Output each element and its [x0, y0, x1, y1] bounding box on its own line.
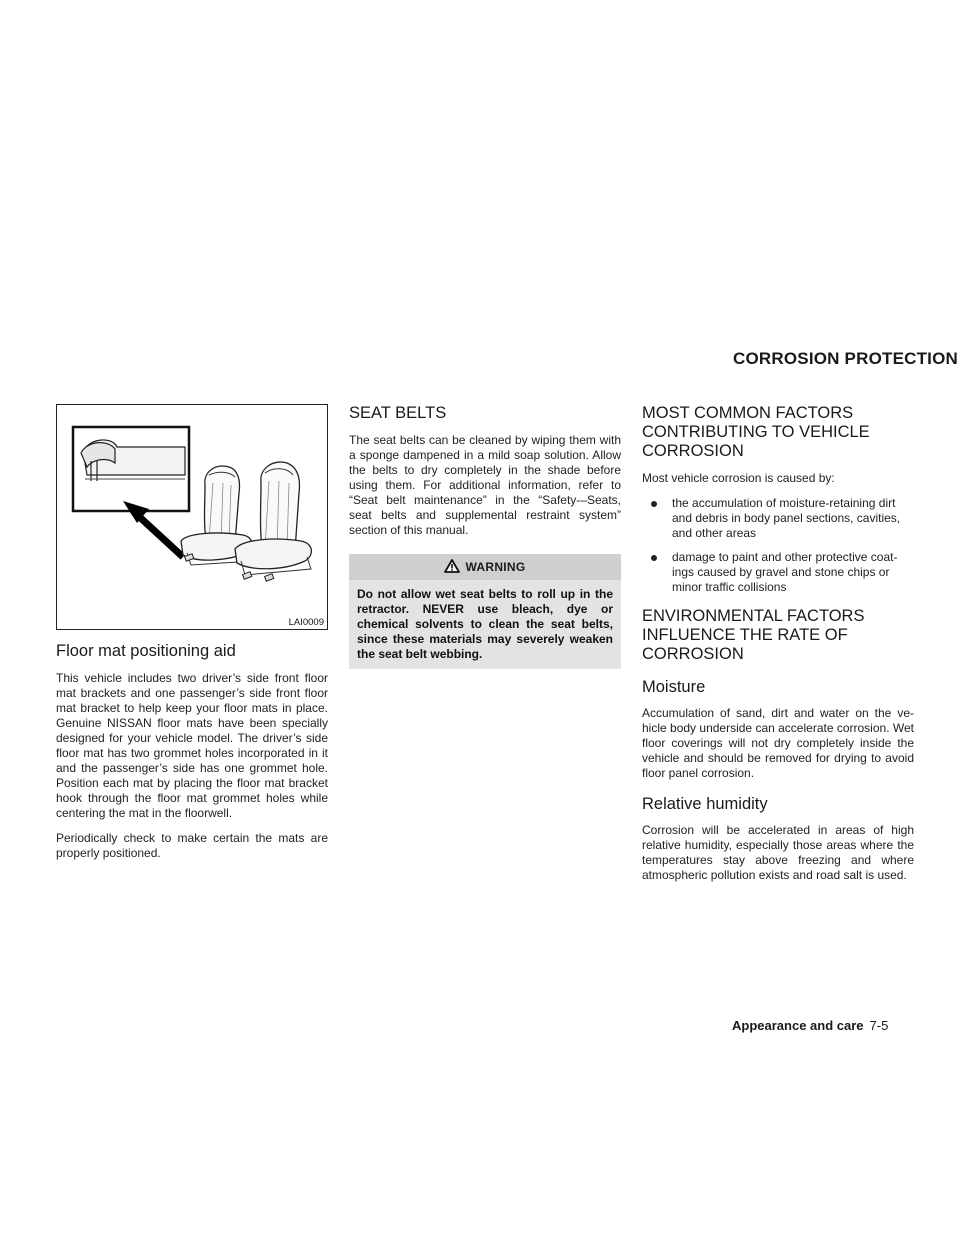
paragraph-relative-humidity: Corrosion will be accelerated in areas of high relative humidity, especially those areas where the temperatures stay above freezing and where atmospheric pollution exists and road salt is used. [642, 823, 914, 882]
list-item: damage to paint and other protective coat-ings caused by gravel and stone chips or minor traffic collisions [642, 550, 914, 595]
paragraph-seat-belts: The seat belts can be cleaned by wiping them with a sponge dampened in a mild soap solution. Allow the belts to dry completely in the shade before using them. For additional information, refer to “Seat belt maintenance” in the “Safety-–Seats, seat belts and supplemental restraint system” section of this manual. [349, 433, 621, 537]
footer-chapter: Appearance and care [732, 1018, 864, 1033]
column-floor-mat [56, 404, 328, 871]
corrosion-causes-list [642, 496, 914, 595]
floor-mat-illustration [56, 404, 328, 630]
paragraph-floor-mat-2: Periodically check to make certain the mats are properly positioned. [56, 831, 328, 860]
paragraph-moisture: Accumulation of sand, dirt and water on the ve-hicle body underside can accelerate corrosion. Wet floor coverings will not dry completely inside the vehicle and should be removed for drying to avoid floor panel corrosion. [642, 706, 914, 780]
figure-id-label: LAI0009 [288, 617, 324, 628]
warning-box [349, 554, 621, 669]
paragraph-floor-mat-1: This vehicle includes two driver’s side front floor mat brackets and one passenger’s side front floor mat bracket to help keep your floor mats in place. Genuine NISSAN floor mats have been specially designed for your vehicle model. The driver’s side floor mat has two grommet holes incorporated in it and the passenger’s side has one grommet hole. Position each mat by placing the floor mat bracket hook through the floor mat grommet holes while centering the mat in the floorwell. [56, 671, 328, 820]
bullet-icon [651, 555, 657, 561]
heading-seat-belts: SEAT BELTS [349, 404, 447, 422]
page-footer [732, 1018, 888, 1033]
warning-header [349, 554, 621, 580]
warning-title: WARNING [465, 560, 526, 574]
warning-triangle-icon [444, 559, 460, 576]
column-seat-belts [349, 404, 621, 669]
seats-illustration [57, 405, 327, 629]
heading-floor-mat: Floor mat positioning aid [56, 642, 236, 660]
list-item: the accumulation of moisture-retaining dirt and debris in body panel sections, cavities, and other areas [642, 496, 914, 541]
paragraph-corrosion-intro: Most vehicle corrosion is caused by: [642, 471, 835, 485]
bullet-icon [651, 501, 657, 507]
page-number: 7-5 [869, 1018, 889, 1033]
subheading-relative-humidity: Relative humidity [642, 795, 768, 813]
heading-environmental-factors: ENVIRONMENTAL FACTORS INFLUENCE THE RATE OF CORROSION [642, 607, 865, 663]
subheading-moisture: Moisture [642, 678, 706, 696]
heading-common-factors: MOST COMMON FACTORS CONTRIBUTING TO VEHICLE CORROSION [642, 404, 870, 460]
warning-text: Do not allow wet seat belts to roll up in the retractor. NEVER use bleach, dye or chemical solvents to clean the seat belts, since these materials may severely weaken the seat belt webbing. [357, 587, 613, 661]
column-corrosion [642, 404, 914, 893]
section-title: CORROSION PROTECTION [733, 349, 959, 368]
